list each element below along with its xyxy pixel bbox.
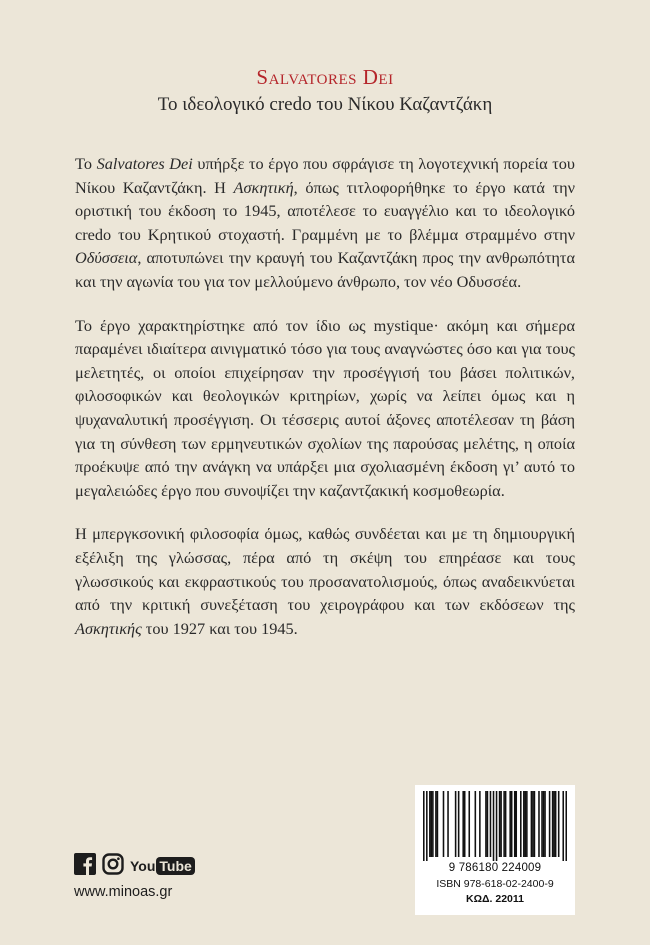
barcode-bar xyxy=(485,791,487,857)
barcode-panel xyxy=(415,785,575,915)
blurb xyxy=(75,152,575,640)
barcode-bar xyxy=(555,791,557,857)
barcode-bar xyxy=(423,791,425,861)
barcode-bar xyxy=(493,791,495,861)
barcode-bar xyxy=(534,791,536,857)
instagram-icon[interactable] xyxy=(102,853,124,880)
barcode-digits: 9 786180 224009 xyxy=(448,862,542,874)
barcode-bar xyxy=(523,791,525,857)
blurb-paragraph-2: Το έργο χαρακτηρίστηκε από τον ίδιο ως mystique· ακόμη και σήμερα παραμένει ιδιαίτερα αινιγματικό τόσο για τους αναγνώστες όσο και για τους μελετητές, οι οποίοι επιχείρησαν την προσέγγισή του βάσει πολιτικών, φιλοσοφικών και θεολογικών κριτηρίων, χωρίς να λείπει όμως και η ψυχαναλυτική προσέγγιση. Οι τέσσερις αυτοί άξονες αποτέλεσαν τη βάση για τη σύνθεση των ερμηνευτικών σχολίων της παρούσας μελέτης, η οποία προέκυψε από την ανάγκη να υπάρξει μια σχολιασμένη έκδοση γι’ αυτό το μεγαλειώδες έργο που συνοψίζει την καζαντζακική κοσμοθεωρία. xyxy=(75,315,575,500)
barcode-bar xyxy=(525,791,527,857)
barcode-bar xyxy=(475,791,477,857)
barcode-bar xyxy=(532,791,534,857)
publisher-website[interactable]: www.minoas.gr xyxy=(74,884,173,900)
barcode-bar xyxy=(515,791,517,857)
barcode-bar xyxy=(526,791,528,857)
facebook-icon[interactable] xyxy=(74,853,96,880)
barcode-bar xyxy=(500,791,502,857)
barcode-bar xyxy=(496,791,498,861)
barcode-bar xyxy=(487,791,489,857)
barcode-bar xyxy=(509,791,511,857)
book-title: Salvatores Dei xyxy=(256,65,394,89)
barcode-bar xyxy=(443,791,445,857)
barcode-bar xyxy=(462,791,464,857)
book-subtitle: Το ιδεολογικό credo του Νίκου Καζαντζάκη xyxy=(157,94,493,115)
barcode-bar xyxy=(432,791,434,857)
barcode-bar xyxy=(505,791,507,857)
barcode-bar xyxy=(429,791,431,857)
barcode-bar xyxy=(464,791,466,857)
isbn-number: ISBN 978-618-02-2400-9 xyxy=(436,878,554,890)
barcode-bar xyxy=(455,791,457,857)
barcode-bar xyxy=(562,791,564,861)
barcode-bar xyxy=(538,791,540,857)
barcode-bar xyxy=(479,791,481,857)
barcode-bar xyxy=(558,791,560,857)
barcode-bar xyxy=(553,791,555,857)
barcode-bar xyxy=(426,791,428,861)
barcode-bar xyxy=(511,791,513,857)
barcode-bar xyxy=(437,791,439,857)
barcode-bar xyxy=(514,791,516,857)
blurb-paragraph-1: Το Salvatores Dei υπήρξε το έργο που σφράγισε τη λογοτεχνική πορεία του Νίκου Καζαντζάκη. Η Ασκητική, όπως τιτλοφορήθηκε το έργο κατά την οριστική του έκδοση το 1945, αποτέλεσε το ευαγγέλιο και το ιδεολογικό credo του Κρητικού στοχαστή. Γραμμένη με το βλέμμα στραμμένο στην Οδύσσεια, αποτυπώνει την κραυγή του Καζαντζάκη προς την ανθρωπότητα και την αγωνία του για τον μελλούμενο άνθρωπο, τον νέο Οδυσσέα. xyxy=(75,154,575,291)
barcode-bar xyxy=(431,791,433,857)
youtube-logo-tube: Tube xyxy=(156,857,194,875)
barcode-bar xyxy=(552,791,554,857)
barcode-bar xyxy=(503,791,505,857)
barcode-bar xyxy=(544,791,546,857)
youtube-logo-you: You xyxy=(130,858,156,874)
barcode-bar xyxy=(520,791,522,857)
cover-header xyxy=(0,64,650,118)
barcode-bar xyxy=(435,791,437,857)
barcode-bar xyxy=(468,791,470,857)
barcode-bar xyxy=(458,791,460,857)
barcode-bar xyxy=(549,791,551,857)
barcode-bar xyxy=(447,791,449,857)
social-icons xyxy=(74,854,195,878)
barcode-graphic xyxy=(423,791,567,861)
barcode-bar xyxy=(565,791,567,861)
barcode-bar xyxy=(543,791,545,857)
youtube-logo[interactable] xyxy=(130,857,195,875)
barcode-bar xyxy=(541,791,543,857)
barcode-bar xyxy=(490,791,492,857)
barcode-bar xyxy=(499,791,501,857)
barcode-bar xyxy=(531,791,533,857)
blurb-paragraph-3: Η μπεργκσονική φιλοσοφία όμως, καθώς συνδέεται και με τη δημιουργική εξέλιξη της γλώσσας, πέρα από τη σκέψη του επηρέασε και τους γλωσσικούς και εκφραστικούς του προσανατολισμούς, όπως αναδεικνύεται από την κριτική συνεξέταση του χειρογράφου και των εκδόσεων της Ασκητικής του 1927 και του 1945. xyxy=(75,524,575,638)
product-code: ΚΩΔ. 22011 xyxy=(465,893,524,905)
